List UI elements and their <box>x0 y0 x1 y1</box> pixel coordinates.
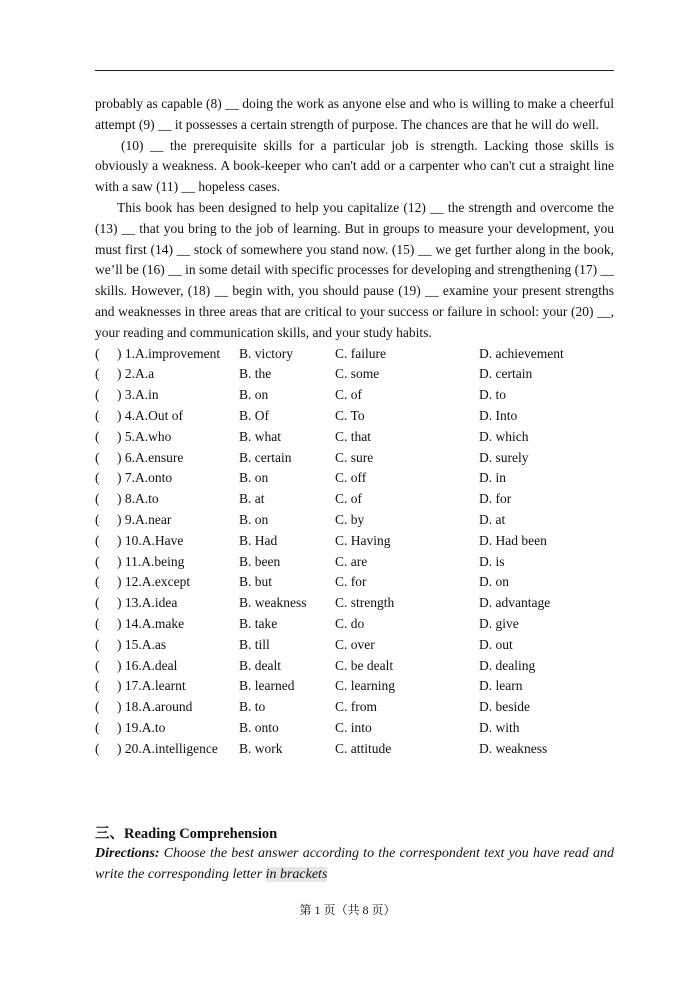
question-row <box>95 635 614 656</box>
answer-bracket[interactable]: ( <box>95 387 100 403</box>
directions <box>95 843 614 885</box>
question-row <box>95 739 614 760</box>
question-row <box>95 676 614 697</box>
option-a: ) 13.A.idea <box>117 595 178 611</box>
option-a: ) 3.A.in <box>117 387 159 403</box>
option-b: B. but <box>239 574 273 590</box>
option-d: D. beside <box>479 699 530 715</box>
option-a: ) 8.A.to <box>117 491 159 507</box>
option-a: ) 17.A.learnt <box>117 678 186 694</box>
passage-paragraph-3: This book has been designed to help you capitalize (12) __ the strength and overcome the (13) __ that you bring to the job of learning. But in groups to measure your development, you must first (14) __ stock of somewhere you stand now. (15) __ we get further along in the book, we’ll be (16) __ in some detail with specific processes for developing and strengthening (17) __ skills. However, (18) __ begin with, you should pause (19) __ examine your present strengths and weaknesses in three areas that are critical to your success or failure in school: your (20) __, your reading and communication skills, and your study habits. <box>95 199 614 340</box>
answer-bracket[interactable]: ( <box>95 719 100 735</box>
answer-bracket[interactable]: ( <box>95 553 100 569</box>
option-b: B. at <box>239 491 265 507</box>
question-row <box>95 510 614 531</box>
question-row <box>95 697 614 718</box>
option-d: D. on <box>479 574 509 590</box>
question-row <box>95 344 614 365</box>
option-c: C. failure <box>335 345 386 361</box>
question-row <box>95 448 614 469</box>
option-b: B. certain <box>239 449 292 465</box>
option-d: D. achievement <box>479 345 564 361</box>
option-a: ) 10.A.Have <box>117 532 184 548</box>
option-b: B. on <box>239 511 269 527</box>
answer-bracket[interactable]: ( <box>95 470 100 486</box>
answer-bracket[interactable]: ( <box>95 532 100 548</box>
option-c: C. into <box>335 719 372 735</box>
option-b: B. learned <box>239 678 295 694</box>
answer-bracket[interactable]: ( <box>95 615 100 631</box>
option-c: C. learning <box>335 678 395 694</box>
option-a: ) 5.A.who <box>117 428 172 444</box>
question-row <box>95 406 614 427</box>
answer-bracket[interactable]: ( <box>95 699 100 715</box>
option-b: B. take <box>239 615 278 631</box>
option-c: C. for <box>335 574 367 590</box>
answer-bracket[interactable]: ( <box>95 407 100 423</box>
question-row <box>95 718 614 739</box>
option-b: B. work <box>239 740 283 756</box>
option-b: B. victory <box>239 345 293 361</box>
answer-bracket[interactable]: ( <box>95 491 100 507</box>
option-c: C. over <box>335 636 375 652</box>
question-row <box>95 614 614 635</box>
answer-bracket[interactable]: ( <box>95 678 100 694</box>
option-d: D. learn <box>479 678 523 694</box>
question-row <box>95 552 614 573</box>
option-b: B. the <box>239 366 272 382</box>
option-b: B. Had <box>239 532 278 548</box>
option-d: D. Into <box>479 407 518 423</box>
answer-bracket[interactable]: ( <box>95 574 100 590</box>
option-d: D. advantage <box>479 595 551 611</box>
option-c: C. by <box>335 511 365 527</box>
answer-bracket[interactable]: ( <box>95 595 100 611</box>
option-a: ) 6.A.ensure <box>117 449 184 465</box>
option-c: C. some <box>335 366 380 382</box>
answer-bracket[interactable]: ( <box>95 657 100 673</box>
option-b: B. Of <box>239 407 269 423</box>
question-row <box>95 364 614 385</box>
option-a: ) 7.A.onto <box>117 470 173 486</box>
option-d: D. to <box>479 387 506 403</box>
option-c: C. To <box>335 407 365 423</box>
page-footer: 第 1 页（共 8 页） <box>299 903 396 917</box>
document-body <box>95 94 614 760</box>
option-a: ) 4.A.Out of <box>117 407 183 423</box>
question-row <box>95 656 614 677</box>
option-d: D. in <box>479 470 506 486</box>
question-row <box>95 531 614 552</box>
option-a: ) 20.A.intelligence <box>117 740 218 756</box>
header-rule <box>95 70 614 71</box>
option-d: D. dealing <box>479 657 536 673</box>
question-row <box>95 593 614 614</box>
option-d: D. certain <box>479 366 533 382</box>
passage-paragraph-2: (10) __ the prerequisite skills for a particular job is strength. Lacking those skills is obviously a weakness. A book-keeper who can't add or a carpenter who can't cut a straight line with a saw (11) __ hopeless cases. <box>95 137 614 195</box>
option-a: ) 9.A.near <box>117 511 172 527</box>
option-a: ) 1.A.improvement <box>117 345 221 361</box>
option-d: D. give <box>479 615 519 631</box>
answer-bracket[interactable]: ( <box>95 366 100 382</box>
option-a: ) 16.A.deal <box>117 657 178 673</box>
question-row <box>95 468 614 489</box>
option-b: B. on <box>239 470 269 486</box>
question-list <box>95 344 614 760</box>
directions-highlight: in brackets <box>265 867 328 882</box>
option-a: ) 12.A.except <box>117 574 191 590</box>
answer-bracket[interactable]: ( <box>95 345 100 361</box>
option-c: C. be dealt <box>335 657 394 673</box>
option-c: C. of <box>335 491 362 507</box>
option-d: D. surely <box>479 449 529 465</box>
option-c: C. from <box>335 699 377 715</box>
option-c: C. of <box>335 387 362 403</box>
option-d: D. Had been <box>479 532 547 548</box>
question-row <box>95 427 614 448</box>
directions-text: Choose the best answer according to the correspondent text you have read and write the corresponding letter <box>95 846 614 882</box>
option-d: D. out <box>479 636 513 652</box>
option-d: D. for <box>479 491 512 507</box>
answer-bracket[interactable]: ( <box>95 449 100 465</box>
option-b: B. dealt <box>239 657 281 673</box>
option-c: C. Having <box>335 532 391 548</box>
question-row <box>95 489 614 510</box>
option-b: B. weakness <box>239 595 307 611</box>
answer-bracket[interactable]: ( <box>95 740 100 756</box>
option-c: C. attitude <box>335 740 392 756</box>
option-c: C. are <box>335 553 368 569</box>
option-d: D. at <box>479 511 506 527</box>
option-b: B. been <box>239 553 281 569</box>
option-c: C. do <box>335 615 365 631</box>
option-d: D. which <box>479 428 529 444</box>
option-b: B. what <box>239 428 281 444</box>
option-d: D. weakness <box>479 740 548 756</box>
option-a: ) 18.A.around <box>117 699 193 715</box>
answer-bracket[interactable]: ( <box>95 428 100 444</box>
option-b: B. onto <box>239 719 279 735</box>
answer-bracket[interactable]: ( <box>95 636 100 652</box>
option-b: B. on <box>239 387 269 403</box>
option-c: C. off <box>335 470 367 486</box>
passage-paragraph-1: probably as capable (8) __ doing the work as anyone else and who is willing to make a cheerful attempt (9) __ it possesses a certain strength of purpose. The chances are that he will do well. <box>95 96 614 132</box>
question-row <box>95 385 614 406</box>
option-a: ) 14.A.make <box>117 615 185 631</box>
option-d: D. is <box>479 553 505 569</box>
option-b: B. till <box>239 636 270 652</box>
directions-label: Directions: <box>95 846 160 861</box>
option-c: C. that <box>335 428 371 444</box>
option-a: ) 11.A.being <box>117 553 185 569</box>
option-b: B. to <box>239 699 266 715</box>
option-a: ) 19.A.to <box>117 719 166 735</box>
section-title: 三、Reading Comprehension <box>95 826 278 842</box>
option-c: C. sure <box>335 449 374 465</box>
option-c: C. strength <box>335 595 395 611</box>
option-d: D. with <box>479 719 520 735</box>
answer-bracket[interactable]: ( <box>95 511 100 527</box>
question-row <box>95 572 614 593</box>
option-a: ) 15.A.as <box>117 636 167 652</box>
option-a: ) 2.A.a <box>117 366 155 382</box>
